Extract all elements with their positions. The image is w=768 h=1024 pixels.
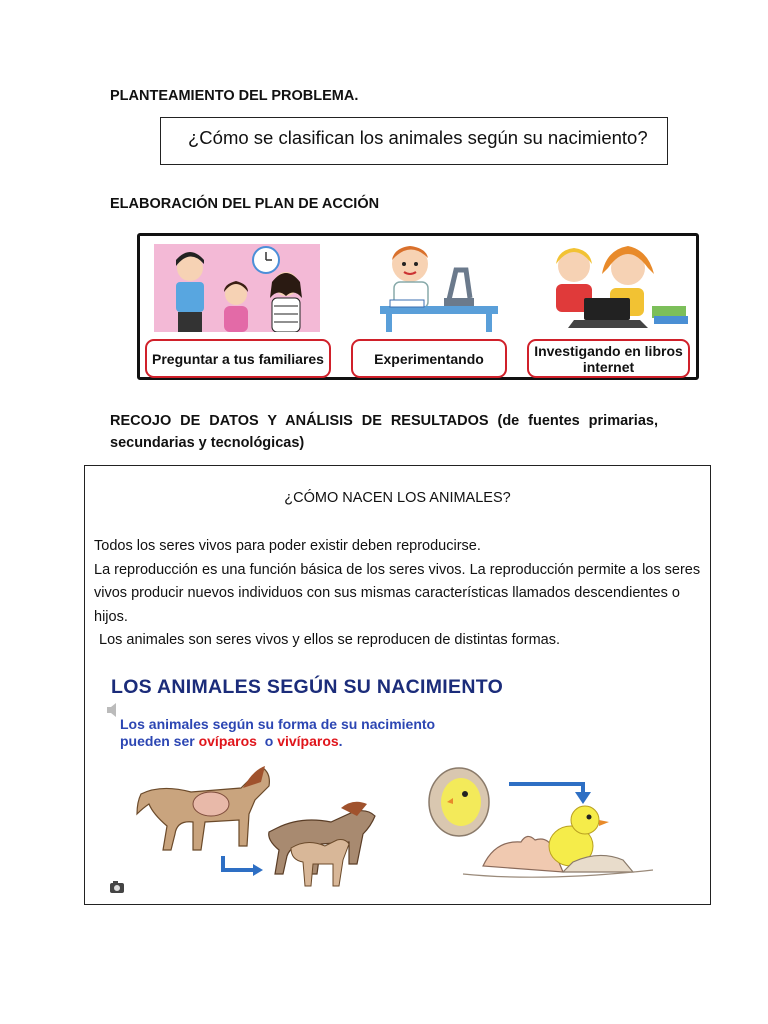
plan-label-experiment: Experimentando — [351, 339, 507, 378]
content-title: ¿CÓMO NACEN LOS ANIMALES? — [284, 490, 511, 506]
chick-egg-illustration-icon — [423, 762, 673, 892]
plan-heading: ELABORACIÓN DEL PLAN DE ACCIÓN — [110, 196, 380, 212]
family-illustration-icon — [154, 240, 320, 332]
speaker-icon — [105, 702, 119, 718]
slide-title: LOS ANIMALES SEGÚN SU NACIMIENTO — [111, 676, 504, 698]
data-heading: RECOJO DE DATOS Y ANÁLISIS DE RESULTADOS (de fuentes primarias, secundarias y tecnológicas) — [110, 413, 658, 451]
plan-panel — [137, 233, 699, 380]
viviparos-text: vivíparos — [277, 733, 339, 749]
content-box — [84, 465, 711, 905]
camera-icon — [109, 879, 125, 895]
problem-heading: PLANTEAMIENTO DEL PROBLEMA. — [110, 88, 359, 104]
slide-subtitle-line2: pueden ser ovíparos o vivíparos. — [120, 733, 343, 749]
kids-laptop-illustration-icon — [544, 240, 690, 332]
content-text — [94, 535, 704, 653]
oviparos-text: ovíparos — [198, 733, 257, 749]
horse-illustration-icon — [131, 764, 381, 890]
question-text: ¿Cómo se clasifican los animales según su nacimiento? — [188, 127, 648, 148]
plan-label-research: Investigando en libros internet — [527, 339, 690, 378]
slide-subtitle — [120, 716, 435, 750]
paragraph-3: Los animales son seres vivos y ellos se reproducen de distintas formas. — [99, 632, 560, 648]
scientist-illustration-icon — [370, 240, 500, 332]
question-box — [160, 117, 668, 165]
paragraph-1: Todos los seres vivos para poder existir deben reproducirse. — [94, 538, 481, 554]
plan-label-family: Preguntar a tus familiares — [145, 339, 331, 378]
paragraph-2: La reproducción es una función básica de los seres vivos. La reproducción permite a los seres vivos producir nuevos individuos con sus mismas características llamados descendientes o hijos. — [94, 561, 701, 625]
slide-subtitle-line1: Los animales según su forma de su nacimiento — [120, 716, 436, 732]
